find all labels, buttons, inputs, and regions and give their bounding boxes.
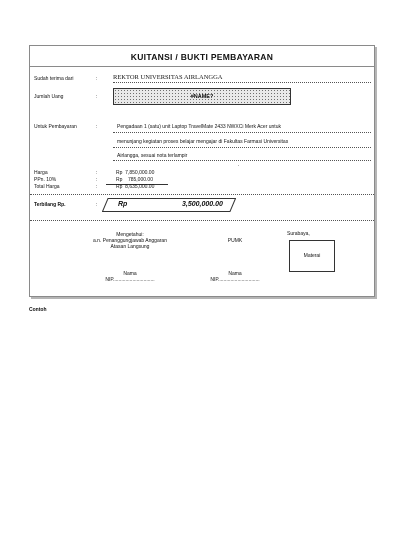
cost-divider (30, 194, 374, 195)
received-from-label: Sudah terima dari (34, 76, 74, 82)
receipt-document (29, 45, 375, 297)
sig-left-nip: NIP.............................. (105, 277, 155, 283)
price-value: Rp 7,850,000.00 (116, 170, 155, 176)
amount-value: #NAME? (190, 93, 214, 100)
sig-left-line3: Atasan Langsung (110, 244, 150, 250)
sig-right-city: Surabaya, (287, 231, 310, 237)
total-label: Total Harga (34, 184, 60, 190)
purpose-colon: : (96, 124, 98, 130)
tax-label: PPn. 10% (34, 177, 57, 183)
tax-colon: : (96, 177, 98, 183)
terbilang-box (102, 198, 236, 212)
caption: Contoh (29, 307, 47, 313)
purpose-dotline-2 (113, 147, 371, 148)
price-colon: : (96, 170, 98, 176)
tax-value: Rp 785,000.00 (116, 177, 153, 183)
title-divider (30, 66, 374, 67)
purpose-line-2: menunjang kegiatan proses belajar mengajar di Fakultas Farmasi Universitas (117, 139, 289, 145)
terbilang-value: 3,500,000.00 (182, 201, 223, 208)
purpose-line-1: Pengadaan 1 (satu) unit Laptop TravelMate 2433 NWXCi Merk Acer untuk (117, 124, 281, 130)
price-label: Harga (34, 170, 48, 176)
terbilang-rp: Rp (118, 201, 128, 208)
purpose-dotline-3 (113, 160, 371, 161)
received-from-value: REKTOR UNIVERSITAS AIRLANGGA (113, 74, 223, 81)
sig-left-line2: a.n. Penanggungjawab Anggaran (93, 238, 167, 244)
purpose-dot: . (238, 162, 240, 168)
sig-left-line1: Mengetahui: (116, 232, 144, 238)
purpose-label: Untuk Pembayaran (34, 124, 77, 130)
terbilang-colon: : (96, 202, 98, 208)
purpose-line-3: Airlangga, sesuai nota terlampir (117, 153, 188, 159)
terbilang-label: Terbilang Rp. (34, 202, 66, 208)
amount-box (113, 88, 291, 105)
stamp-label: Materai (303, 253, 321, 259)
amount-label: Jumlah Uang (34, 94, 64, 100)
receipt-title: KUITANSI / BUKTI PEMBAYARAN (130, 52, 274, 62)
stamp-box (289, 240, 335, 272)
sig-middle-name: Nama (228, 271, 242, 277)
amount-colon: : (96, 94, 98, 100)
total-value: Rp 8,635,000.00 (116, 184, 155, 190)
sig-middle-line1: PUMK (227, 238, 243, 244)
sig-left-name: Nama (123, 271, 137, 277)
received-from-dotline (113, 82, 371, 83)
sig-middle-nip: NIP.............................. (210, 277, 260, 283)
total-colon: : (96, 184, 98, 190)
purpose-dotline-1 (113, 132, 371, 133)
received-from-colon: : (96, 76, 98, 82)
terbilang-divider (30, 220, 374, 221)
